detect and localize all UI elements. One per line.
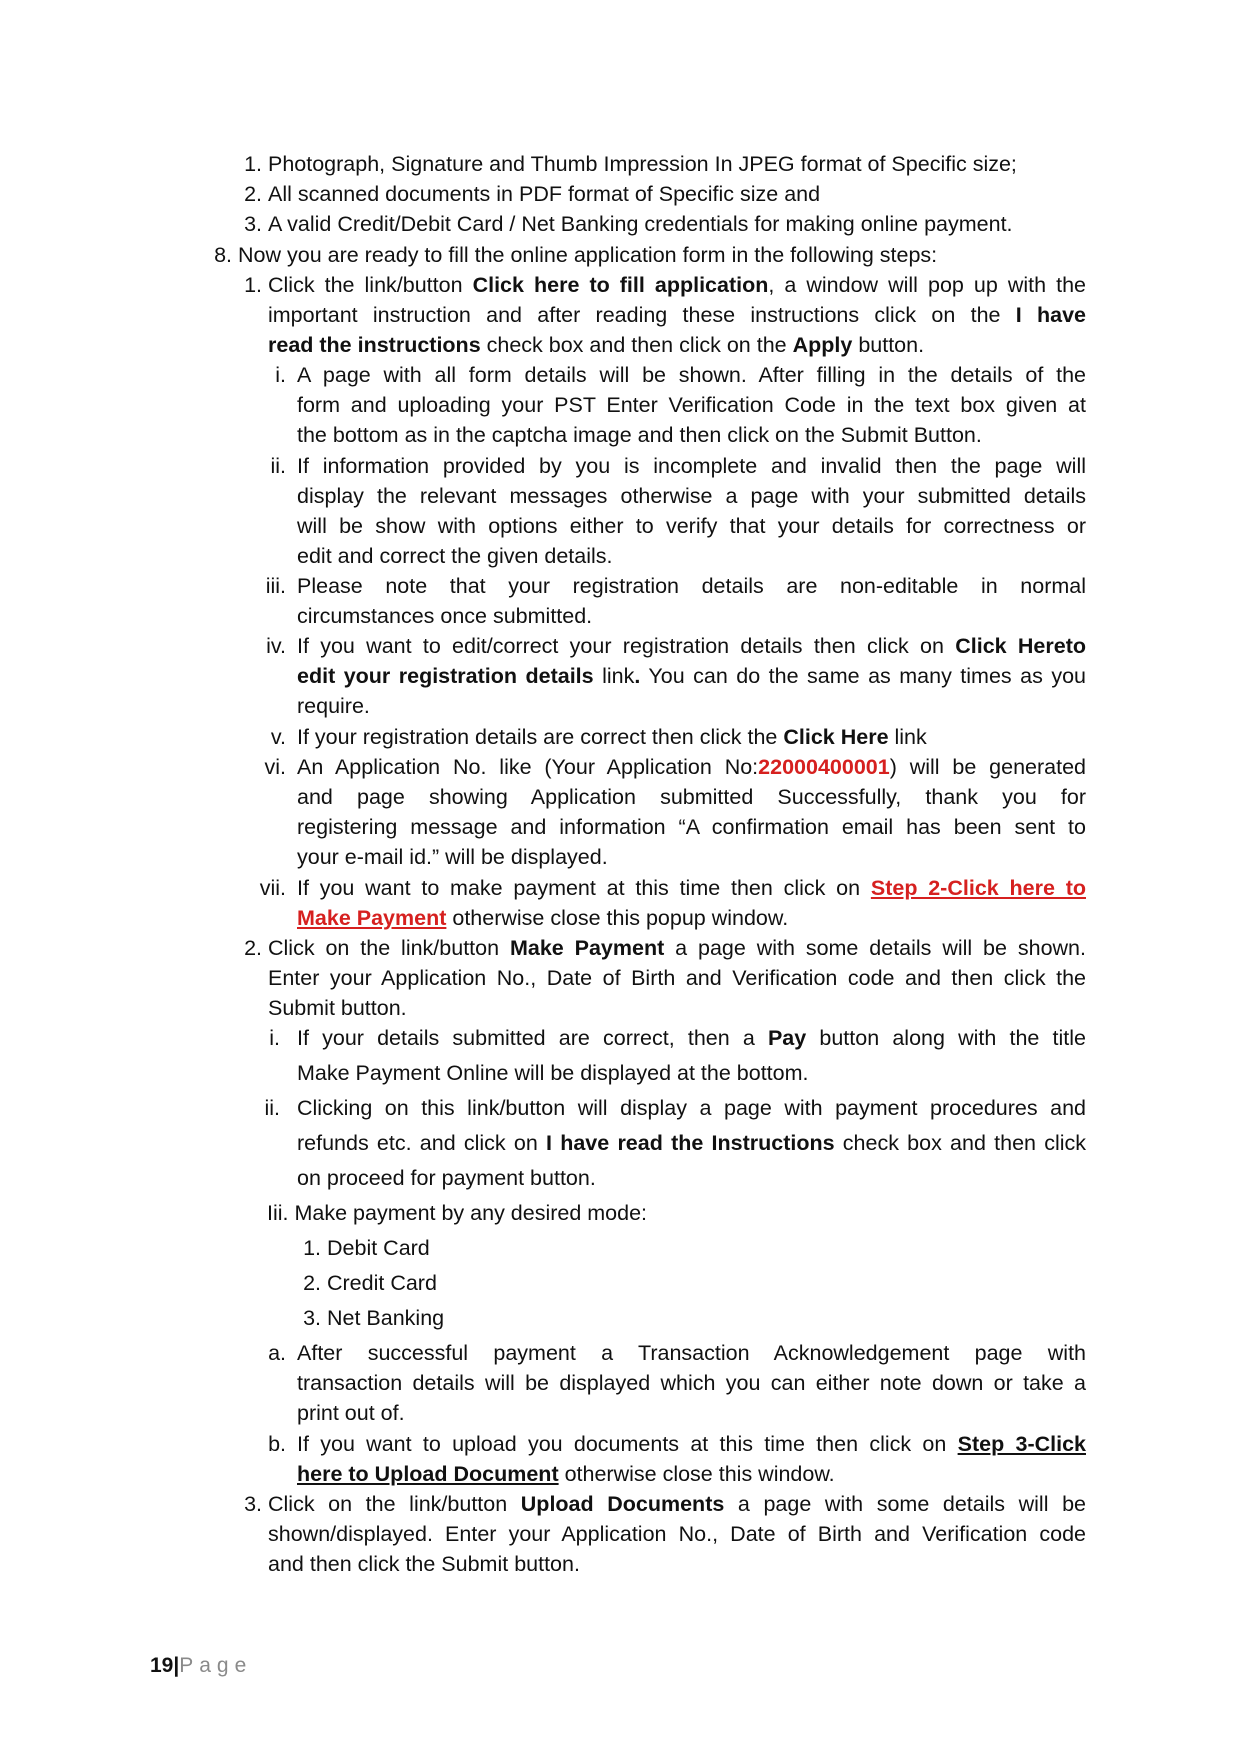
- list-number: 8.: [214, 243, 232, 267]
- page-number: 19: [150, 1654, 174, 1677]
- sub-item-line: the bottom as in the captcha image and then click on the Submit Button.: [297, 423, 982, 447]
- sub-number: vii.: [259, 876, 286, 900]
- page-footer: [150, 1652, 252, 1680]
- mode-number: 2.: [303, 1271, 321, 1295]
- step-number: 2.: [244, 936, 262, 960]
- sub-item-line: edit your registration details link. You can do the same as many times as you: [297, 664, 1086, 688]
- sub-number: iv.: [266, 634, 286, 658]
- sub-item-line: your e-mail id.” will be displayed.: [297, 845, 608, 869]
- list-number: 1.: [244, 152, 262, 176]
- sub-item-line: transaction details will be displayed which you can either note down or take a: [297, 1371, 1086, 1395]
- sub-number: ii.: [264, 1096, 280, 1120]
- list-item: Now you are ready to fill the online application form in the following steps:: [238, 243, 938, 267]
- step-1-line: Click the link/button Click here to fill application, a window will pop up with the: [268, 273, 1086, 297]
- sub-item-line: and page showing Application submitted Successfully, thank you for: [297, 785, 1086, 809]
- application-number: 22000400001: [758, 755, 890, 779]
- sub-item-line: If your registration details are correct then click the Click Here link: [297, 725, 927, 749]
- sub-item-line: If you want to edit/correct your registration details then click on Click Hereto: [297, 634, 1086, 658]
- sub-item-line: If you want to upload you documents at this time then click on Step 3-Click: [297, 1432, 1086, 1456]
- step-3-line: Click on the link/button Upload Documents a page with some details will be: [268, 1492, 1086, 1516]
- payment-mode-item: Net Banking: [327, 1306, 445, 1330]
- step-1-line: important instruction and after reading these instructions click on the I have: [268, 303, 1087, 327]
- sub-item-line: If your details submitted are correct, then a Pay button along with the title: [297, 1026, 1086, 1050]
- page-label: Page: [179, 1654, 253, 1677]
- sub-number: ii.: [270, 454, 286, 478]
- sub-item-line: Make Payment Online will be displayed at the bottom.: [297, 1061, 809, 1085]
- sub-item-line: form and uploading your PST Enter Verification Code in the text box given at: [297, 393, 1086, 417]
- sub-item-line: edit and correct the given details.: [297, 544, 613, 568]
- list-item: All scanned documents in PDF format of Specific size and: [268, 182, 821, 206]
- sub-item-line: will be show with options either to verify that your details for correctness or: [297, 514, 1086, 538]
- step-2-line: Click on the link/button Make Payment a page with some details will be shown.: [268, 936, 1086, 960]
- sub-item-line: Clicking on this link/button will display a page with payment procedures and: [297, 1096, 1086, 1120]
- step-number: 3.: [244, 1492, 262, 1516]
- payment-mode-item: Debit Card: [327, 1236, 430, 1260]
- upload-document-link[interactable]: here to Upload Document: [297, 1462, 559, 1486]
- mode-number: 3.: [303, 1306, 321, 1330]
- step-2-line: Enter your Application No., Date of Birth and Verification code and then click the: [268, 966, 1086, 990]
- sub-item-line: on proceed for payment button.: [297, 1166, 596, 1190]
- sub-item-line: Please note that your registration details are non-editable in normal: [297, 574, 1086, 598]
- footer-separator: |: [173, 1654, 180, 1677]
- sub-number: i.: [275, 363, 286, 387]
- list-number: 3.: [244, 212, 262, 236]
- list-item: Photograph, Signature and Thumb Impression In JPEG format of Specific size;: [268, 152, 1017, 176]
- make-payment-link[interactable]: Make Payment: [297, 906, 447, 930]
- upload-document-link[interactable]: Step 3-Click: [957, 1432, 1086, 1456]
- list-item: A valid Credit/Debit Card / Net Banking credentials for making online payment.: [268, 212, 1013, 236]
- sub-item-line: require.: [297, 694, 370, 718]
- step-2-line: Submit button.: [268, 996, 407, 1020]
- step-3-line: shown/displayed. Enter your Application No., Date of Birth and Verification code: [268, 1522, 1086, 1546]
- sub-item-line: refunds etc. and click on I have read the Instructions check box and then click: [297, 1131, 1086, 1155]
- sub-item-line: A page with all form details will be shown. After filling in the details of the: [297, 363, 1086, 387]
- list-number: 2.: [244, 182, 262, 206]
- step-1-line: read the instructions check box and then click on the Apply button.: [268, 333, 925, 357]
- sub-item-line: An Application No. like (Your Application No:22000400001) will be generated: [297, 755, 1086, 779]
- sub-number: vi.: [264, 755, 286, 779]
- sub-number: v.: [270, 725, 286, 749]
- sub-number: iii.: [265, 574, 286, 598]
- sub-item-line: Iii. Make payment by any desired mode:: [267, 1201, 648, 1225]
- fill-application-link-text: Click here to fill application: [472, 273, 769, 297]
- sub-item-line: If you want to make payment at this time then click on Step 2-Click here to: [297, 876, 1086, 900]
- step-number: 1.: [244, 273, 262, 297]
- sub-item-line: Make Payment otherwise close this popup window.: [297, 906, 789, 930]
- payment-mode-item: Credit Card: [327, 1271, 437, 1295]
- sub-number: b.: [268, 1432, 286, 1456]
- sub-item-line: display the relevant messages otherwise a page with your submitted details: [297, 484, 1086, 508]
- sub-number: a.: [268, 1341, 286, 1365]
- make-payment-link[interactable]: Step 2-Click here to: [870, 876, 1086, 900]
- sub-item-line: After successful payment a Transaction Acknowledgement page with: [297, 1341, 1086, 1365]
- sub-item-line: here to Upload Document otherwise close this window.: [297, 1462, 835, 1486]
- sub-item-line: circumstances once submitted.: [297, 604, 593, 628]
- step-3-line: and then click the Submit button.: [268, 1552, 580, 1576]
- sub-item-line: print out of.: [297, 1401, 405, 1425]
- sub-item-line: registering message and information “A confirmation email has been sent to: [297, 815, 1086, 839]
- mode-number: 1.: [303, 1236, 321, 1260]
- sub-item-line: If information provided by you is incomplete and invalid then the page will: [297, 454, 1086, 478]
- sub-number: i.: [269, 1026, 280, 1050]
